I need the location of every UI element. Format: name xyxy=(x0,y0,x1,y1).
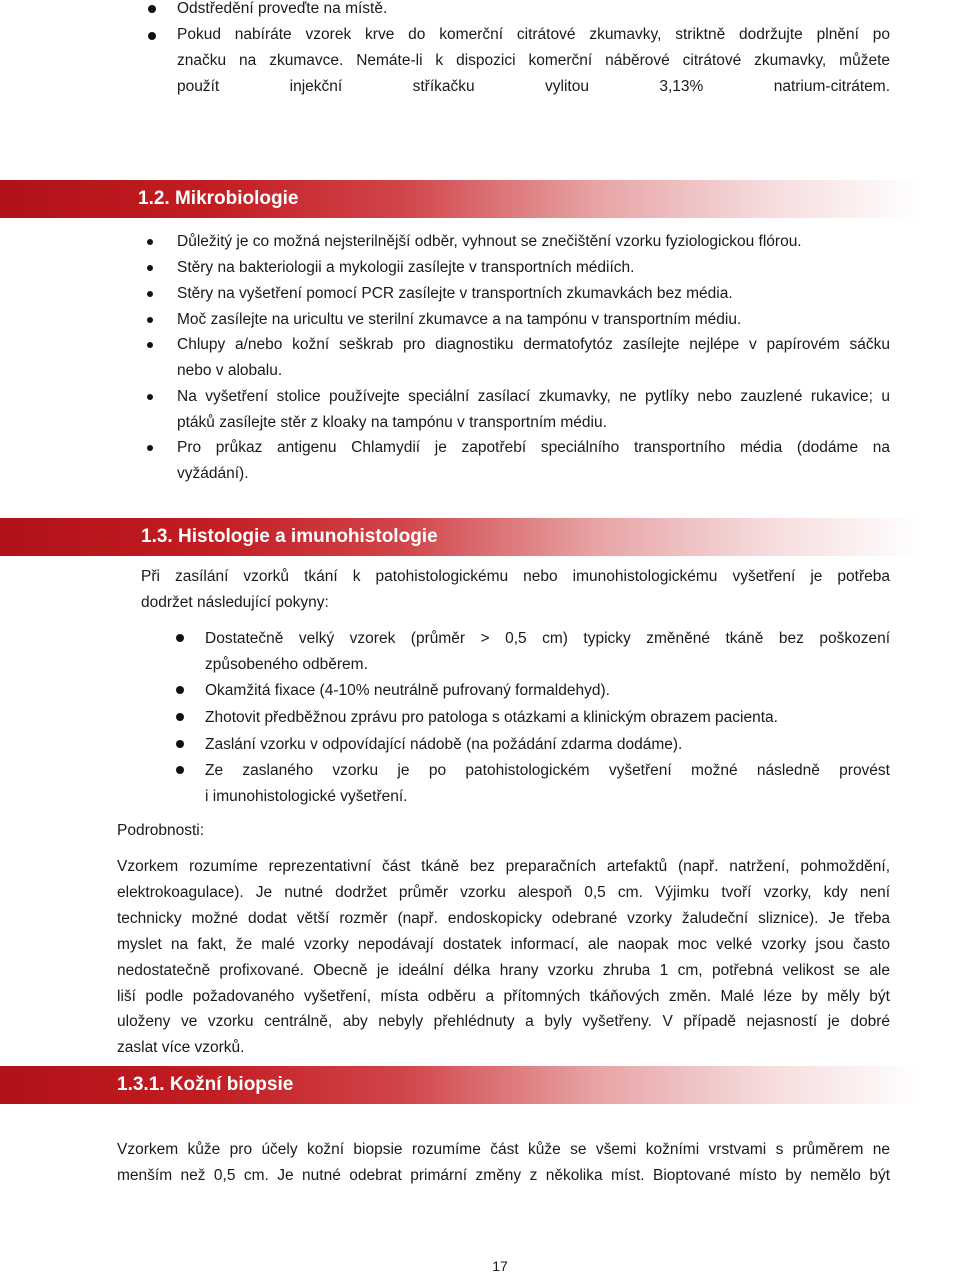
paragraph-line: nedostatečně profixované. Obecně je ideální délka hrany vzorku zhruba 1 cm, potřebná velikost se ale xyxy=(117,962,890,979)
section-title: 1.3. Histologie a imunohistologie xyxy=(141,526,438,547)
list-item-line: vyžádání). xyxy=(177,465,249,482)
bullet-icon xyxy=(147,445,153,451)
list-item-line: Zhotovit předběžnou zprávu pro patologa s otázkami a klinickým obrazem pacienta. xyxy=(205,709,778,726)
details-label: Podrobnosti: xyxy=(117,822,205,839)
list-item-line: Ze zaslaného vzorku je po patohistologickém vyšetření možné následně provést xyxy=(205,762,890,779)
list-item-line: použít injekční stříkačku vylitou 3,13% natrium-citrátem. xyxy=(177,78,890,95)
bullet-icon xyxy=(176,686,184,694)
paragraph-line: Vzorkem kůže pro účely kožní biopsie rozumíme část kůže se všemi kožními vrstvami s průměrem ne xyxy=(117,1141,890,1158)
list-item-line: Pro průkaz antigenu Chlamydií je zapotřebí speciálního transportního média (dodáme na xyxy=(177,439,890,456)
list-item-line: Dostatečně velký vzorek (průměr > 0,5 cm) typicky změněné tkáně bez poškození xyxy=(205,630,890,647)
list-item-line: nebo v alobalu. xyxy=(177,362,283,379)
paragraph-line: zaslat více vzorků. xyxy=(117,1039,245,1056)
list-item-line: Moč zasílejte na uricultu ve sterilní zkumavce a na tampónu v transportním médiu. xyxy=(177,311,742,328)
bullet-icon xyxy=(147,265,153,271)
list-item-line: Okamžitá fixace (4-10% neutrálně pufrovaný formaldehyd). xyxy=(205,682,610,699)
list-item-line: Stěry na bakteriologii a mykologii zasílejte v transportních médiích. xyxy=(177,259,635,276)
bullet-icon xyxy=(147,317,153,323)
paragraph-line: menším než 0,5 cm. Je nutné odebrat primární změny z několika míst. Bioptované místo by nemělo být xyxy=(117,1167,890,1184)
bullet-icon xyxy=(148,5,156,13)
list-item-line: Pokud nabíráte vzorek krve do komerční citrátové zkumavky, striktně dodržujte plnění po xyxy=(177,26,890,43)
bullet-icon xyxy=(147,394,153,400)
intro-text-line: dodržet následující pokyny: xyxy=(141,594,329,611)
bullet-icon xyxy=(148,32,156,40)
bullet-icon xyxy=(176,713,184,721)
bullet-icon xyxy=(147,342,153,348)
bullet-icon xyxy=(176,766,184,774)
bullet-icon xyxy=(147,239,153,245)
page-number: 17 xyxy=(492,1258,508,1274)
list-item-line: značku na zkumavce. Nemáte-li k dispozici komerční náběrové citrátové zkumavky, můžete xyxy=(177,52,890,69)
list-item-line: Na vyšetření stolice používejte speciální zasílací zkumavky, ne pytlíky nebo zauzlené rukavice; u xyxy=(177,388,890,405)
list-item-line: Důležitý je co možná nejsterilnější odběr, vyhnout se znečištění vzorku fyziologickou flórou. xyxy=(177,233,802,250)
section-title: 1.3.1. Kožní biopsie xyxy=(117,1074,294,1095)
list-item-line: Chlupy a/nebo kožní seškrab pro diagnostiku dermatofytóz zasílejte nejlépe v papírovém sáčku xyxy=(177,336,890,353)
section-title: 1.2. Mikrobiologie xyxy=(138,188,299,209)
paragraph-line: elektrokoagulace). Je nutné dodržet průměr vzorku alespoň 0,5 cm. Výjimku tvoří vzorky, kdy není xyxy=(117,884,890,901)
paragraph-line: Vzorkem rozumíme reprezentativní část tkáně bez preparačních artefaktů (např. natržení, pohmoždění, xyxy=(117,858,890,875)
list-item-line: i imunohistologické vyšetření. xyxy=(205,788,408,805)
bullet-icon xyxy=(147,291,153,297)
list-item-line: ptáků zasílejte stěr z kloaky na tampónu v transportním médiu. xyxy=(177,414,607,431)
paragraph-line: liší podle požadovaného vyšetření, místa odběru a přítomných tkáňových změn. Malé léze by měly být xyxy=(117,988,890,1005)
list-item-line: způsobeného odběrem. xyxy=(205,656,368,673)
bullet-icon xyxy=(176,740,184,748)
paragraph-line: technicky možné dodat větší rozměr (např. endoskopicky odebrané vzorky žaludeční sliznice). Je třeba xyxy=(117,910,890,927)
bullet-icon xyxy=(176,634,184,642)
paragraph-line: myslet na fakt, že malé vzorky nepodávají dostatek informací, ale naopak moc velké vzorky jsou často xyxy=(117,936,890,953)
list-item-line: Zaslání vzorku v odpovídající nádobě (na požádání zdarma dodáme). xyxy=(205,736,683,753)
intro-text-line: Při zasílání vzorků tkání k patohistologickému nebo imunohistologickému vyšetření je potřeba xyxy=(141,568,890,585)
list-item-line: Odstředění proveďte na místě. xyxy=(177,0,388,17)
list-item-line: Stěry na vyšetření pomocí PCR zasílejte v transportních zkumavkách bez média. xyxy=(177,285,733,302)
paragraph-line: uloženy ve vzorku centrálně, aby nebyly přehlédnuty a byly vyšetřeny. V případě nejasností je dobré xyxy=(117,1013,890,1030)
